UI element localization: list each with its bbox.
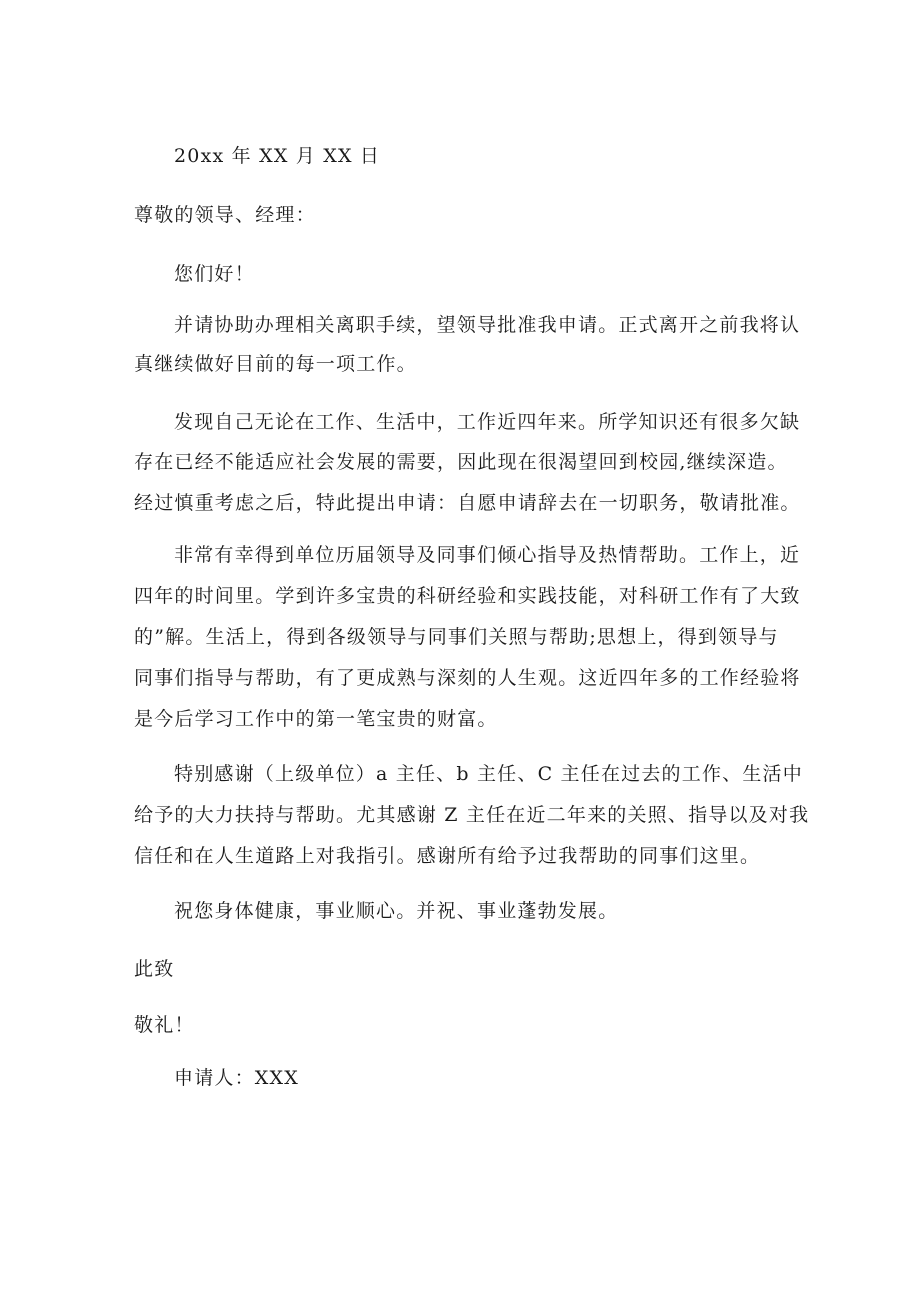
paragraph-3-line: 的”解。生活上，得到各级领导与同事们关照与帮助;思想上，得到领导与 bbox=[134, 626, 779, 648]
paragraph-2-line: 存在已经不能适应社会发展的需要，因此现在很渴望回到校园,继续深造。 bbox=[134, 451, 788, 473]
paragraph-1-line: 并请协助办理相关离职手续，望领导批准我申请。正式离开之前我将认 bbox=[174, 314, 801, 336]
letter-salutation: 尊敬的领导、经理： bbox=[134, 204, 316, 226]
letter-date: 20xx 年 XX 月 XX 日 bbox=[174, 145, 381, 167]
letter-closing-jingli: 敬礼！ bbox=[134, 1014, 195, 1036]
paragraph-3-line: 四年的时间里。学到许多宝贵的科研经验和实践技能，对科研工作有了大致 bbox=[134, 585, 801, 607]
paragraph-2-line: 发现自己无论在工作、生活中，工作近四年来。所学知识还有很多欠缺 bbox=[174, 411, 801, 433]
paragraph-4-line: 给予的大力扶持与帮助。尤其感谢 Z 主任在近二年来的关照、指导以及对我 bbox=[134, 804, 810, 826]
letter-signature: 申请人：XXX bbox=[174, 1067, 299, 1089]
letter-closing-cizhi: 此致 bbox=[134, 958, 175, 980]
paragraph-4-line: 特别感谢（上级单位）a 主任、b 主任、C 主任在过去的工作、生活中 bbox=[174, 763, 803, 785]
letter-greeting: 您们好！ bbox=[174, 263, 255, 285]
paragraph-3-line: 是今后学习工作中的第一笔宝贵的财富。 bbox=[134, 708, 498, 730]
letter-wishes: 祝您身体健康，事业顺心。并祝、事业蓬勃发展。 bbox=[174, 900, 619, 922]
paragraph-3-line: 非常有幸得到单位历届领导及同事们倾心指导及热情帮助。工作上，近 bbox=[174, 544, 801, 566]
paragraph-4-line: 信任和在人生道路上对我指引。感谢所有给予过我帮助的同事们这里。 bbox=[134, 845, 761, 867]
paragraph-1-line: 真继续做好目前的每一项工作。 bbox=[134, 353, 417, 375]
paragraph-3-line: 同事们指导与帮助，有了更成熟与深刻的人生观。这近四年多的工作经验将 bbox=[134, 667, 801, 689]
paragraph-2-line: 经过慎重考虑之后，特此提出申请：自愿申请辞去在一切职务，敬请批准。 bbox=[134, 492, 801, 514]
